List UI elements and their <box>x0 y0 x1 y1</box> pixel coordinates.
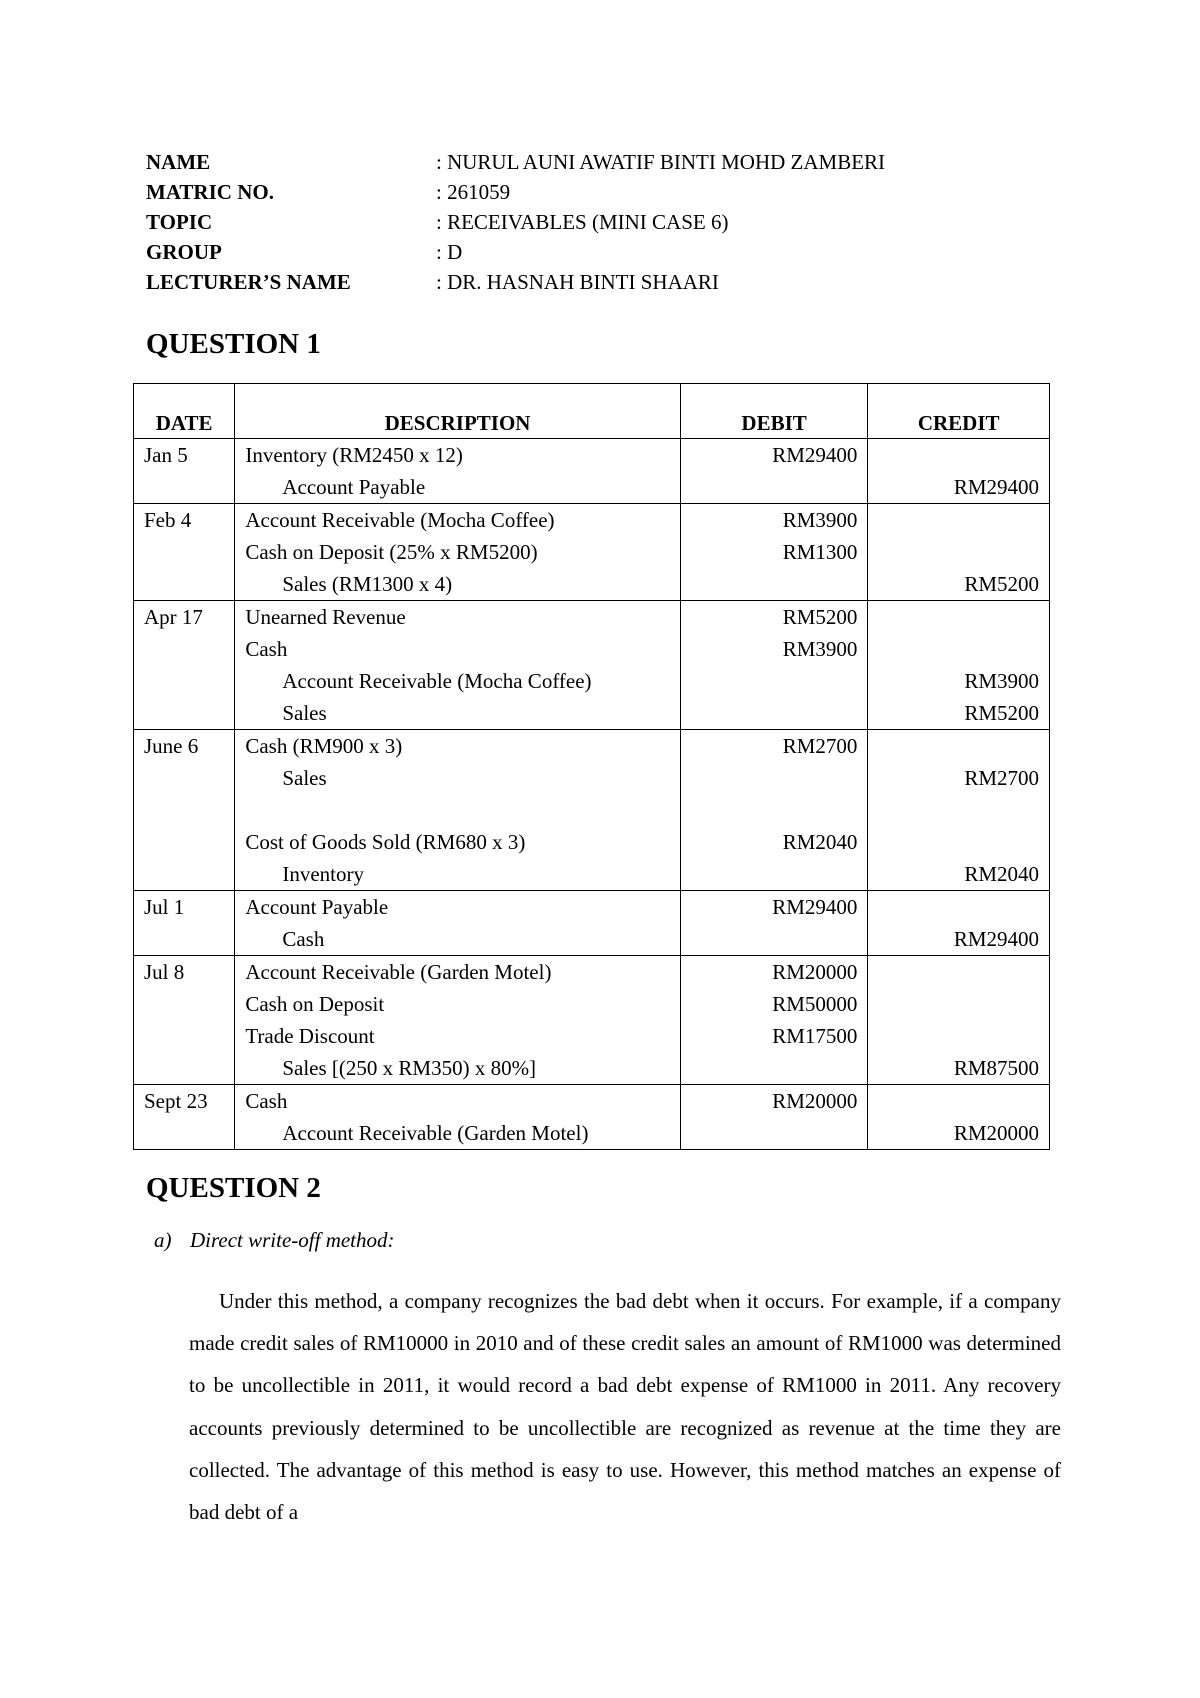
info-label: TOPIC <box>146 209 213 234</box>
description-line: Cash (RM900 x 3) <box>245 734 403 758</box>
description-line: Account Receivable (Mocha Coffee) <box>282 669 592 693</box>
debit-amount <box>681 762 868 794</box>
credit-amount <box>868 536 1049 568</box>
info-value: : D <box>436 239 463 264</box>
direct-write-off-paragraph: Under this method, a company recognizes the bad debt when it occurs. For example, if a company made credit sales of RM10000 in 2010 and of these credit sales an amount of RM1000 was determined to be uncollectible in 2011, it would record a bad debt expense of RM1000 in 2011. Any recovery accounts previously determined to be uncollectible are recognized as revenue at the time they are collected. The advantage of this method is easy to use. However, this method matches an expense of bad debt of a <box>189 1289 1061 1525</box>
info-row <box>146 267 885 297</box>
entry-credit <box>868 956 1050 1085</box>
debit-amount: RM5200 <box>782 605 858 629</box>
credit-amount <box>868 601 1049 633</box>
description-line: Inventory <box>282 862 364 886</box>
description-line <box>235 794 679 826</box>
sub-question-letter: a) <box>154 1228 172 1252</box>
info-label: GROUP <box>146 239 222 264</box>
debit-amount: RM20000 <box>772 1089 858 1113</box>
info-value: : 261059 <box>436 179 511 204</box>
student-info-block <box>146 147 885 297</box>
info-value: : DR. HASNAH BINTI SHAARI <box>436 269 719 294</box>
debit-amount: RM3900 <box>782 508 858 532</box>
credit-amount: RM87500 <box>953 1056 1039 1080</box>
entry-date <box>134 1085 235 1150</box>
debit-amount: RM3900 <box>782 637 858 661</box>
credit-amount <box>868 794 1049 826</box>
description-line: Sales <box>282 701 327 725</box>
description-line: Sales <box>282 766 327 790</box>
entry-description <box>235 1085 680 1150</box>
debit-amount <box>681 568 868 600</box>
credit-amount: RM20000 <box>953 1121 1039 1145</box>
description-line: Inventory (RM2450 x 12) <box>245 443 463 467</box>
sub-question-title: Direct write-off method: <box>190 1228 395 1252</box>
entry-description <box>235 730 680 891</box>
debit-amount: RM17500 <box>772 1024 858 1048</box>
debit-amount: RM2040 <box>782 830 858 854</box>
question-2-title: QUESTION 2 <box>146 1172 321 1204</box>
table-row <box>134 956 1050 1085</box>
entry-date <box>134 956 235 1085</box>
description-line: Trade Discount <box>245 1024 375 1048</box>
table-row <box>134 439 1050 504</box>
debit-amount <box>681 697 868 729</box>
debit-amount: RM20000 <box>772 960 858 984</box>
entry-credit <box>868 601 1050 730</box>
entry-description <box>235 891 680 956</box>
info-label: LECTURER’S NAME <box>146 269 351 294</box>
table-row <box>134 504 1050 601</box>
credit-amount <box>868 633 1049 665</box>
info-label: MATRIC NO. <box>146 179 274 204</box>
credit-amount: RM2700 <box>964 766 1039 790</box>
description-line: Unearned Revenue <box>245 605 406 629</box>
table-header-row <box>134 384 1050 439</box>
description-line: Account Receivable (Garden Motel) <box>245 960 552 984</box>
description-line: Cash on Deposit <box>245 992 385 1016</box>
entry-date <box>134 891 235 956</box>
entry-description <box>235 504 680 601</box>
date-text: Jul 1 <box>144 895 185 919</box>
description-line: Account Receivable (Mocha Coffee) <box>245 508 555 532</box>
credit-amount <box>868 988 1049 1020</box>
description-line: Cash on Deposit (25% x RM5200) <box>245 540 538 564</box>
entry-debit <box>680 439 868 504</box>
entry-debit <box>680 891 868 956</box>
entry-debit <box>680 730 868 891</box>
credit-amount <box>868 826 1049 858</box>
description-line: Cash <box>282 927 325 951</box>
debit-amount: RM2700 <box>782 734 858 758</box>
description-line: Cash <box>245 637 288 661</box>
entry-date <box>134 504 235 601</box>
date-text: Feb 4 <box>144 508 192 532</box>
entry-debit <box>680 1085 868 1150</box>
table-row <box>134 730 1050 891</box>
description-line: Account Receivable (Garden Motel) <box>282 1121 589 1145</box>
table-row <box>134 601 1050 730</box>
info-row <box>146 177 885 207</box>
question-1-title: QUESTION 1 <box>146 328 321 360</box>
description-line: Account Payable <box>282 475 426 499</box>
date-text: Jan 5 <box>144 443 188 467</box>
info-row <box>146 147 885 177</box>
date-text: Jul 8 <box>144 960 185 984</box>
credit-amount <box>868 891 1049 923</box>
info-label: NAME <box>146 149 211 174</box>
direct-write-off-heading <box>154 1228 395 1253</box>
entry-debit <box>680 504 868 601</box>
info-row <box>146 237 885 267</box>
description-line: Sales [(250 x RM350) x 80%] <box>282 1056 537 1080</box>
table-row <box>134 891 1050 956</box>
credit-amount <box>868 730 1049 762</box>
entry-debit <box>680 956 868 1085</box>
column-header-debit: DEBIT <box>680 384 868 439</box>
date-text: Apr 17 <box>144 605 203 629</box>
column-header-date: DATE <box>134 384 235 439</box>
debit-amount <box>681 923 868 955</box>
info-value: : NURUL AUNI AWATIF BINTI MOHD ZAMBERI <box>436 149 886 174</box>
debit-amount: RM50000 <box>772 992 858 1016</box>
entry-credit <box>868 891 1050 956</box>
debit-amount: RM29400 <box>772 895 858 919</box>
debit-amount <box>681 471 868 503</box>
debit-amount <box>681 1117 868 1149</box>
entry-date <box>134 439 235 504</box>
credit-amount: RM29400 <box>953 475 1039 499</box>
info-value: : RECEIVABLES (MINI CASE 6) <box>436 209 729 234</box>
description-line: Account Payable <box>245 895 389 919</box>
credit-amount: RM29400 <box>953 927 1039 951</box>
entry-credit <box>868 730 1050 891</box>
credit-amount: RM5200 <box>964 572 1039 596</box>
credit-amount: RM3900 <box>964 669 1039 693</box>
credit-amount <box>868 439 1049 471</box>
entry-description <box>235 601 680 730</box>
debit-amount <box>681 665 868 697</box>
date-text: Sept 23 <box>144 1089 208 1113</box>
entry-credit <box>868 504 1050 601</box>
debit-amount: RM29400 <box>772 443 858 467</box>
description-line: Sales (RM1300 x 4) <box>282 572 453 596</box>
entry-credit <box>868 1085 1050 1150</box>
credit-amount: RM2040 <box>964 862 1039 886</box>
debit-amount: RM1300 <box>782 540 858 564</box>
column-header-credit: CREDIT <box>868 384 1050 439</box>
description-line: Cost of Goods Sold (RM680 x 3) <box>245 830 526 854</box>
entry-date <box>134 730 235 891</box>
description-line: Cash <box>245 1089 288 1113</box>
date-text: June 6 <box>144 734 199 758</box>
debit-amount <box>681 794 868 826</box>
table-row <box>134 1085 1050 1150</box>
credit-amount <box>868 1020 1049 1052</box>
entry-credit <box>868 439 1050 504</box>
entry-description <box>235 439 680 504</box>
entry-debit <box>680 601 868 730</box>
credit-amount <box>868 504 1049 536</box>
credit-amount <box>868 1085 1049 1117</box>
journal-entries-table <box>133 383 1050 1150</box>
entry-date <box>134 601 235 730</box>
entry-description <box>235 956 680 1085</box>
debit-amount <box>681 1052 868 1084</box>
column-header-description: DESCRIPTION <box>235 384 680 439</box>
credit-amount: RM5200 <box>964 701 1039 725</box>
credit-amount <box>868 956 1049 988</box>
info-row <box>146 207 885 237</box>
debit-amount <box>681 858 868 890</box>
